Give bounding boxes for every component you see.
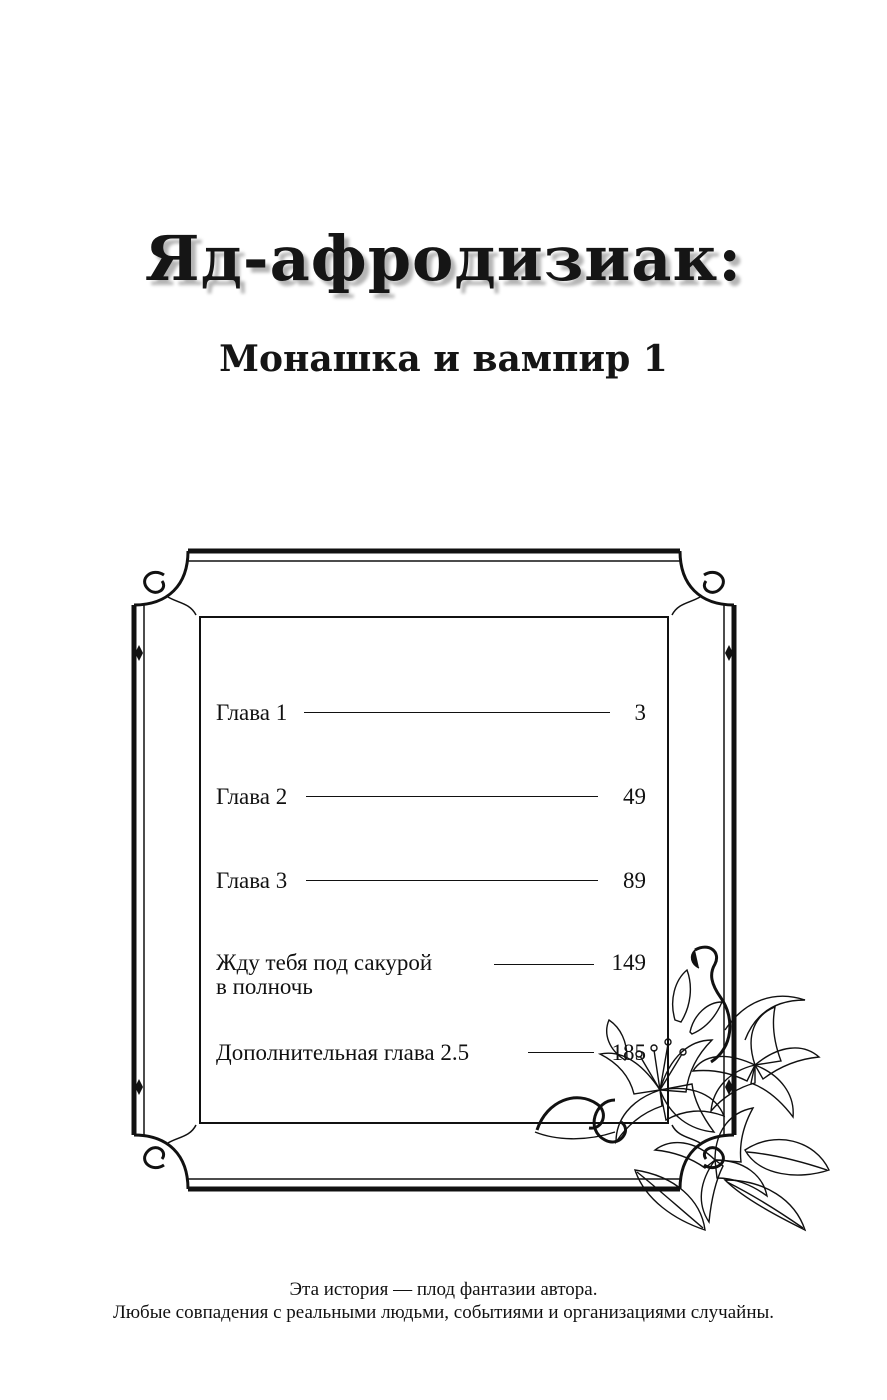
book-subtitle: Монашка и вампир 1 xyxy=(219,338,668,380)
toc-page-number: 185 xyxy=(611,1040,646,1065)
toc-entry xyxy=(216,784,646,828)
lily-flower-illustration xyxy=(525,940,835,1240)
toc-chapter-label: Жду тебя под сакурой xyxy=(216,950,433,975)
toc-entry xyxy=(216,868,646,912)
toc-leader-line xyxy=(304,712,610,713)
disclaimer xyxy=(0,1278,887,1324)
toc-chapter-label: Глава 2 xyxy=(216,784,288,809)
toc-chapter-label: Дополнительная глава 2.5 xyxy=(216,1040,470,1065)
disclaimer-line-1: Эта история — плод фантазии автора. xyxy=(289,1279,598,1300)
toc-page-number: 3 xyxy=(634,700,646,725)
toc-page-number: 49 xyxy=(623,784,646,809)
toc-page-number: 149 xyxy=(611,950,646,975)
disclaimer-line-2: Любые совпадения с реальными людьми, событиями и организациями случайны. xyxy=(112,1302,775,1323)
toc-leader-line xyxy=(306,880,598,881)
toc-chapter-label: Глава 1 xyxy=(216,700,288,725)
toc-leader-line xyxy=(306,796,598,797)
toc-page-number: 89 xyxy=(623,868,646,893)
toc-entry xyxy=(216,700,646,744)
book-title: Яд-афродизиак: xyxy=(144,222,743,295)
toc-chapter-label: Глава 3 xyxy=(216,868,288,893)
toc-chapter-label-continued: в полночь xyxy=(216,974,313,999)
